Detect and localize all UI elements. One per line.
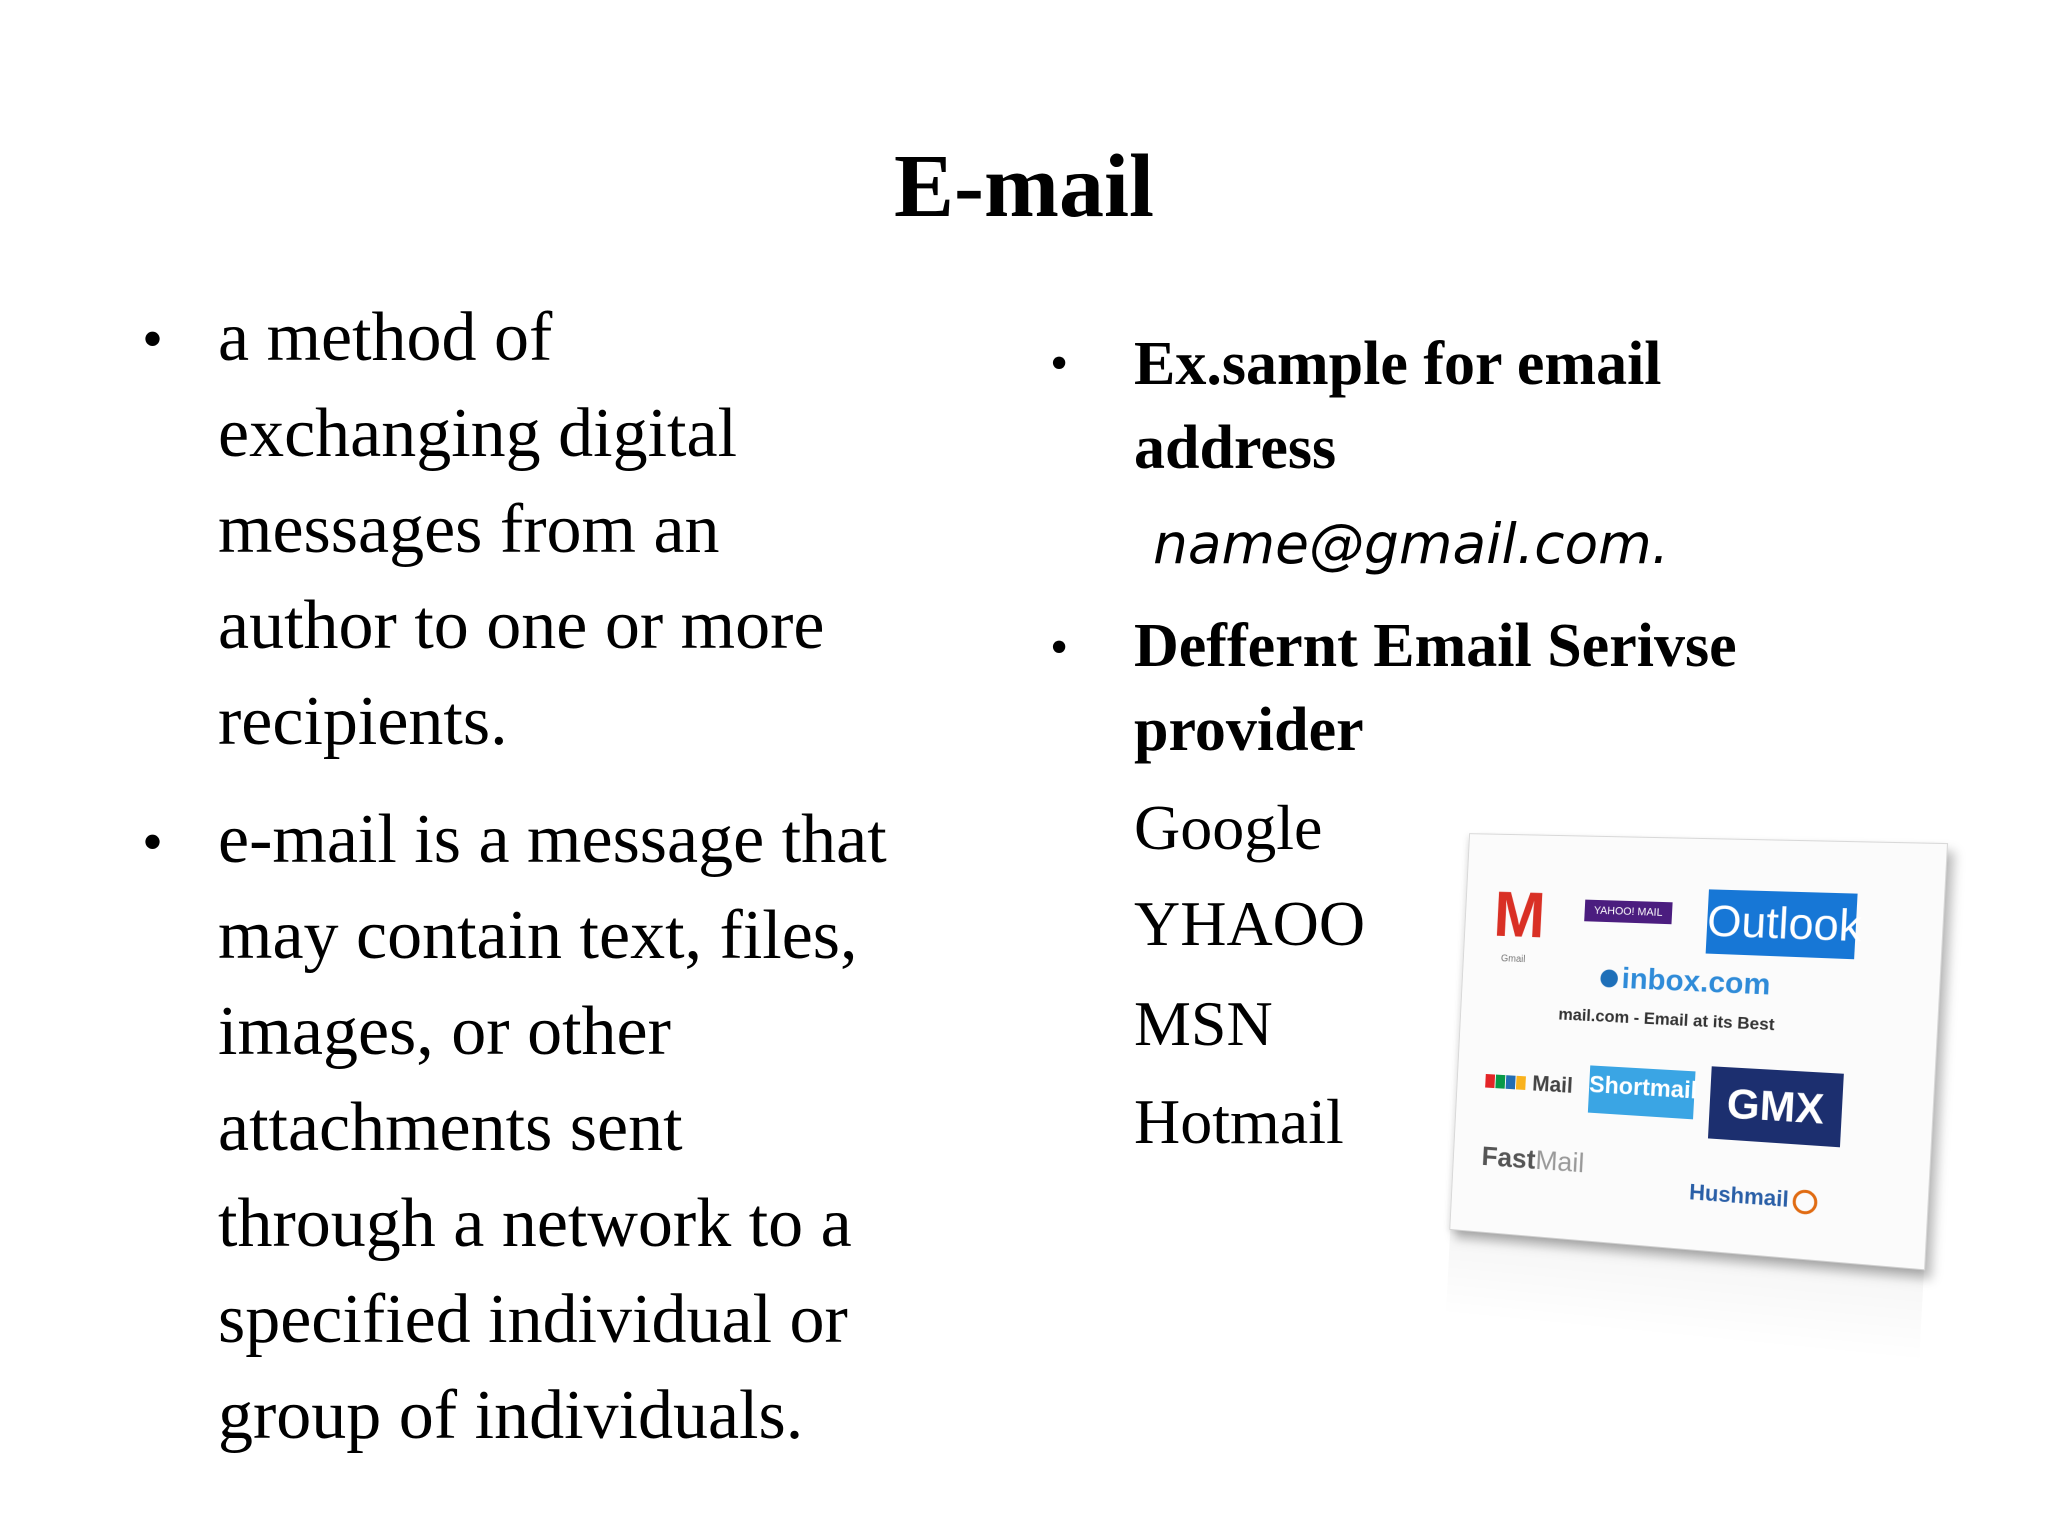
mailcom-logo: mail.com - Email at its Best (1557, 1004, 1776, 1035)
outlook-logo: Outlook (1706, 889, 1858, 959)
provider-hotmail: Hotmail (1134, 1086, 1344, 1157)
provider-msn: MSN (1134, 988, 1273, 1059)
example-heading: Ex.sample for email address (1134, 330, 1662, 482)
bullet-marker: • (1050, 335, 1069, 392)
slide-title: E-mail (894, 137, 1154, 236)
email-providers-logos-image (1449, 833, 1948, 1270)
bullet-marker: • (142, 306, 164, 372)
provider-yahoo: YHAOO (1134, 888, 1366, 959)
bullet-text: a method of exchanging digital messages from an author to one or more recipients. (218, 299, 825, 760)
zoho-mail-logo (1485, 1067, 1575, 1099)
example-email: name@gmail.com. (1153, 512, 1670, 576)
hushmail-text: Hushmail (1688, 1179, 1790, 1212)
fastmail-logo (1481, 1141, 1585, 1180)
hushmail-badge-icon (1792, 1189, 1818, 1215)
bullet-marker: • (142, 809, 164, 875)
yahoo-mail-logo: YAHOO! MAIL (1584, 900, 1672, 925)
gmx-logo: GMX (1708, 1066, 1844, 1147)
inbox-logo (1600, 963, 1771, 1000)
shortmail-logo: Shortmail (1588, 1065, 1696, 1119)
hushmail-logo (1689, 1179, 1819, 1215)
bullet-marker: • (1050, 619, 1069, 676)
providers-heading: Deffernt Email Serivse provider (1134, 612, 1737, 764)
provider-google: Google (1134, 792, 1323, 863)
inbox-text: inbox.com (1620, 962, 1772, 1002)
gmail-logo: M (1492, 877, 1548, 952)
zoho-text: Mail (1531, 1070, 1574, 1098)
inbox-icon (1600, 969, 1618, 988)
bullet-text: e-mail is a message that may contain text, files, images, or other attachments sent through a network to a specified individual or group of individuals. (218, 801, 887, 1454)
fastmail-text-b: Mail (1534, 1144, 1586, 1179)
fastmail-text-a: Fast (1480, 1140, 1537, 1175)
gmail-caption: Gmail (1500, 953, 1526, 966)
